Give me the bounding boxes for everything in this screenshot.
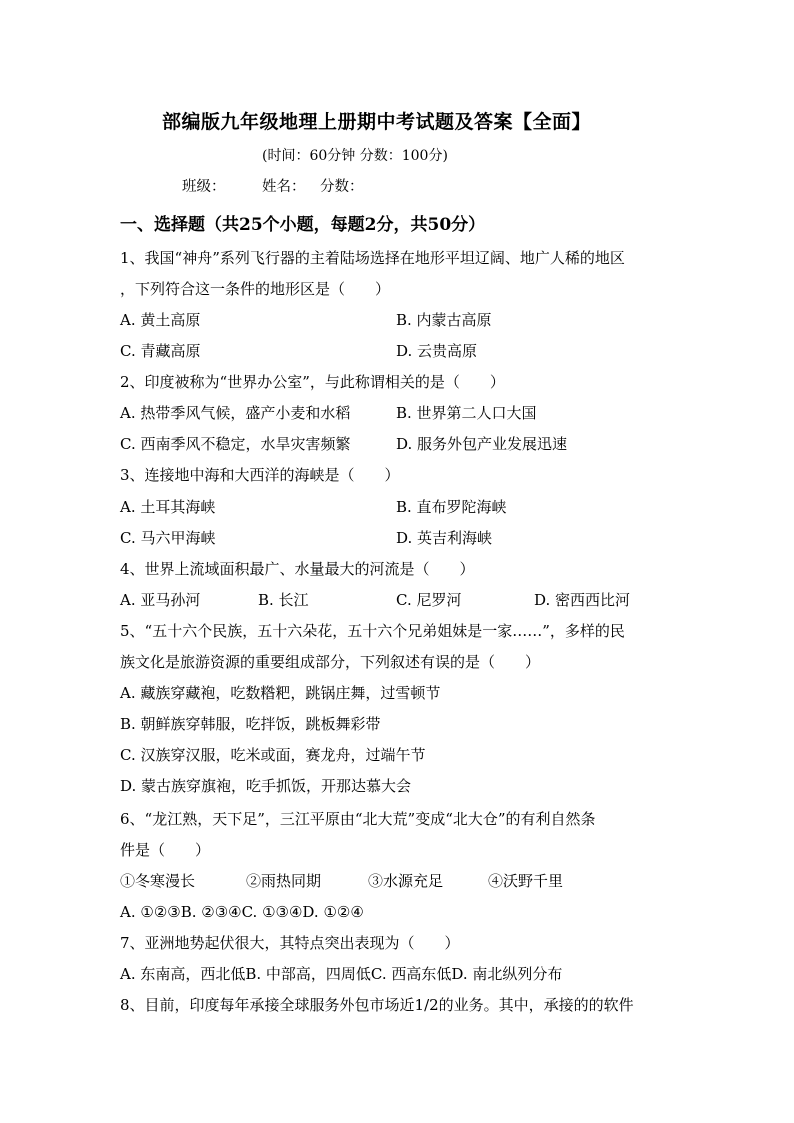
question-7-text: 7、亚洲地势起伏很大，其特点突出表现为（ ） bbox=[120, 934, 460, 952]
question-3-option-d: D. 英吉利海峡 bbox=[396, 529, 493, 547]
question-2-option-c: C. 西南季风不稳定，水旱灾害频繁 bbox=[120, 435, 351, 453]
question-1-text: 1、我国“神舟”系列飞行器的主着陆场选择在地形平坦辽阔、地广人稀的地区 bbox=[120, 249, 625, 267]
question-6-options: A. ①②③B. ②③④C. ①③④D. ①②④ bbox=[120, 903, 364, 921]
question-6-item-1: ①冬寒漫长 bbox=[120, 872, 196, 890]
question-7-options: A. 东南高，西北低B. 中部高，四周低C. 西高东低D. 南北纵列分布 bbox=[120, 965, 563, 983]
name-label: 姓名： bbox=[262, 179, 306, 195]
section-heading: 一、选择题（共25个小题，每题2分，共50分） bbox=[120, 215, 486, 235]
score-label: 分数： bbox=[320, 179, 364, 195]
question-3-text: 3、连接地中海和大西洋的海峡是（ ） bbox=[120, 466, 400, 484]
question-6-text: 6、“龙江熟，天下足”，三江平原由“北大荒”变成“北大仓”的有利自然条 bbox=[120, 810, 596, 828]
question-6-text-cont: 件是（ ） bbox=[120, 841, 211, 859]
question-2-option-d: D. 服务外包产业发展迅速 bbox=[396, 435, 568, 453]
question-3-option-b: B. 直布罗陀海峡 bbox=[396, 498, 507, 516]
class-label: 班级： bbox=[182, 179, 226, 195]
question-4-option-c: C. 尼罗河 bbox=[396, 591, 462, 609]
question-4-option-a: A. 亚马孙河 bbox=[120, 591, 201, 609]
question-2-option-a: A. 热带季风气候，盛产小麦和水稻 bbox=[120, 404, 351, 422]
question-1-text-cont: ，下列符合这一条件的地形区是（ ） bbox=[120, 280, 391, 298]
question-5-option-b: B. 朝鲜族穿韩服，吃拌饭，跳板舞彩带 bbox=[120, 715, 381, 733]
question-5-option-c: C. 汉族穿汉服，吃米或面，赛龙舟，过端午节 bbox=[120, 746, 426, 764]
question-2-text: 2、印度被称为“世界办公室”，与此称谓相关的是（ ） bbox=[120, 373, 505, 391]
question-3-option-c: C. 马六甲海峡 bbox=[120, 529, 216, 547]
question-1-option-d: D. 云贵高原 bbox=[396, 342, 478, 360]
question-4-text: 4、世界上流域面积最广、水量最大的河流是（ ） bbox=[120, 560, 475, 578]
exam-time-score: (时间：60分钟 分数：100分) bbox=[262, 148, 448, 164]
question-8-text: 8、目前，印度每年承接全球服务外包市场近1/2的业务。其中，承接的的软件 bbox=[120, 996, 634, 1014]
question-6-item-4: ④沃野千里 bbox=[488, 872, 564, 890]
question-6-item-2: ②雨热同期 bbox=[246, 872, 322, 890]
question-4-option-b: B. 长江 bbox=[258, 591, 309, 609]
question-1-option-a: A. 黄土高原 bbox=[120, 311, 201, 329]
question-5-text-cont: 族文化是旅游资源的重要组成部分，下列叙述有误的是（ ） bbox=[120, 653, 541, 671]
question-3-option-a: A. 土耳其海峡 bbox=[120, 498, 216, 516]
question-5-option-d: D. 蒙古族穿旗袍，吃手抓饭，开那达慕大会 bbox=[120, 777, 412, 795]
question-1-option-c: C. 青藏高原 bbox=[120, 342, 201, 360]
question-2-option-b: B. 世界第二人口大国 bbox=[396, 404, 537, 422]
question-1-option-b: B. 内蒙古高原 bbox=[396, 311, 492, 329]
question-5-option-a: A. 藏族穿藏袍，吃数糌粑，跳锅庄舞，过雪顿节 bbox=[120, 684, 441, 702]
question-6-item-3: ③水源充足 bbox=[368, 872, 444, 890]
page-title: 部编版九年级地理上册期中考试题及答案【全面】 bbox=[162, 111, 592, 133]
question-5-text: 5、“五十六个民族，五十六朵花，五十六个兄弟姐妹是一家……”，多样的民 bbox=[120, 622, 625, 640]
question-4-option-d: D. 密西西比河 bbox=[534, 591, 631, 609]
